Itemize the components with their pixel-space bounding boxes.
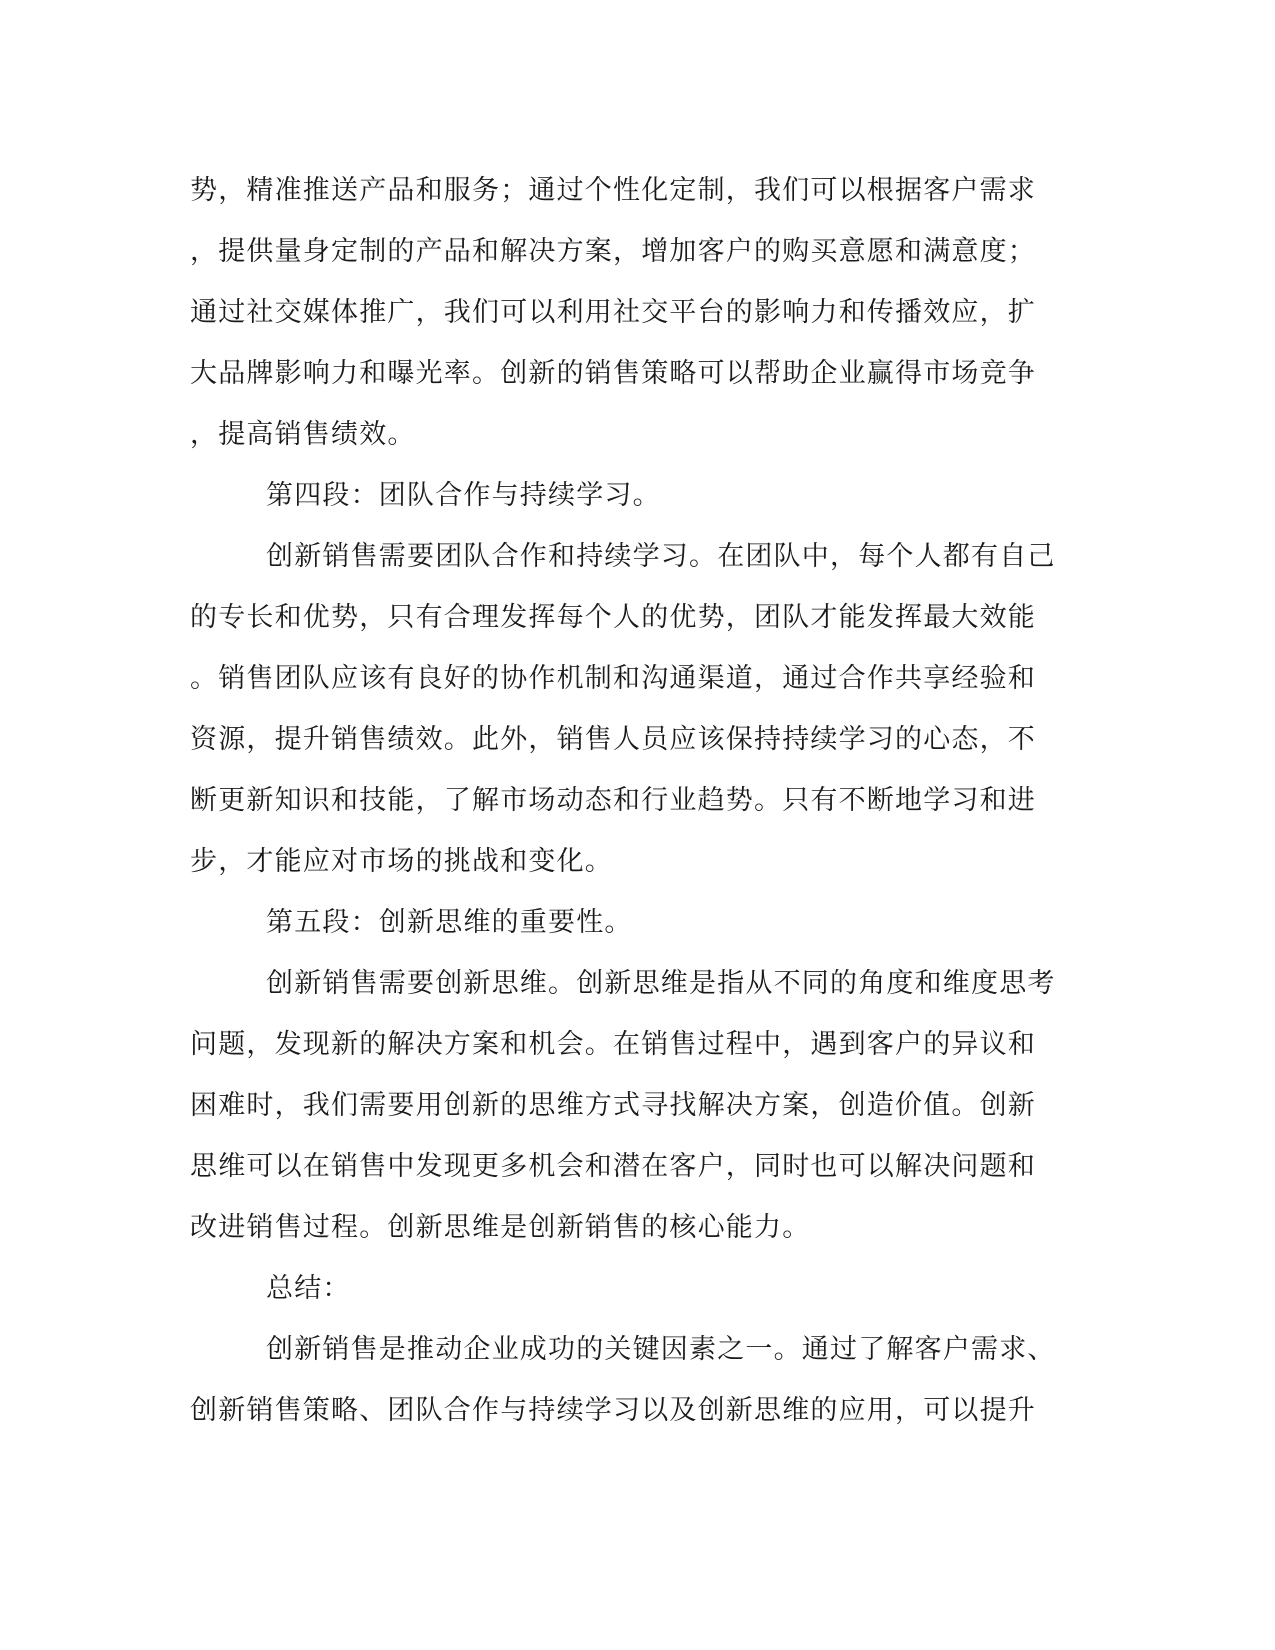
text-line: ，提高销售绩效。 (190, 419, 416, 450)
text-line: 。销售团队应该有良好的协作机制和沟通渠道，通过合作共享经验和 (190, 663, 1036, 694)
text-line: 思维可以在销售中发现更多机会和潜在客户，同时也可以解决问题和 (190, 1151, 1036, 1182)
section-heading: 第五段：创新思维的重要性。 (266, 907, 633, 938)
text-line: 困难时，我们需要用创新的思维方式寻找解决方案，创造价值。创新 (190, 1090, 1036, 1121)
text-line: 大品牌影响力和曝光率。创新的销售策略可以帮助企业赢得市场竞争 (190, 358, 1036, 389)
text-line: 问题，发现新的解决方案和机会。在销售过程中，遇到客户的异议和 (190, 1029, 1036, 1060)
text-line: 势，精准推送产品和服务；通过个性化定制，我们可以根据客户需求 (190, 175, 1036, 206)
section-heading: 第四段：团队合作与持续学习。 (266, 480, 661, 511)
text-line: 创新销售需要团队合作和持续学习。在团队中，每个人都有自己 (266, 541, 1056, 572)
section-heading: 总结： (266, 1273, 351, 1304)
text-line: 的专长和优势，只有合理发挥每个人的优势，团队才能发挥最大效能 (190, 602, 1036, 633)
text-line: 断更新知识和技能，了解市场动态和行业趋势。只有不断地学习和进 (190, 785, 1036, 816)
text-line: 通过社交媒体推广，我们可以利用社交平台的影响力和传播效应，扩 (190, 297, 1036, 328)
text-line: 改进销售过程。创新思维是创新销售的核心能力。 (190, 1212, 811, 1243)
text-line: 资源，提升销售绩效。此外，销售人员应该保持持续学习的心态，不 (190, 724, 1036, 755)
text-line: 步，才能应对市场的挑战和变化。 (190, 846, 613, 877)
text-line: 创新销售策略、团队合作与持续学习以及创新思维的应用，可以提升 (190, 1395, 1036, 1426)
text-line: 创新销售是推动企业成功的关键因素之一。通过了解客户需求、 (266, 1334, 1056, 1365)
document-body (190, 160, 1090, 1441)
text-line: ，提供量身定制的产品和解决方案，增加客户的购买意愿和满意度； (190, 236, 1036, 267)
text-line: 创新销售需要创新思维。创新思维是指从不同的角度和维度思考 (266, 968, 1056, 999)
